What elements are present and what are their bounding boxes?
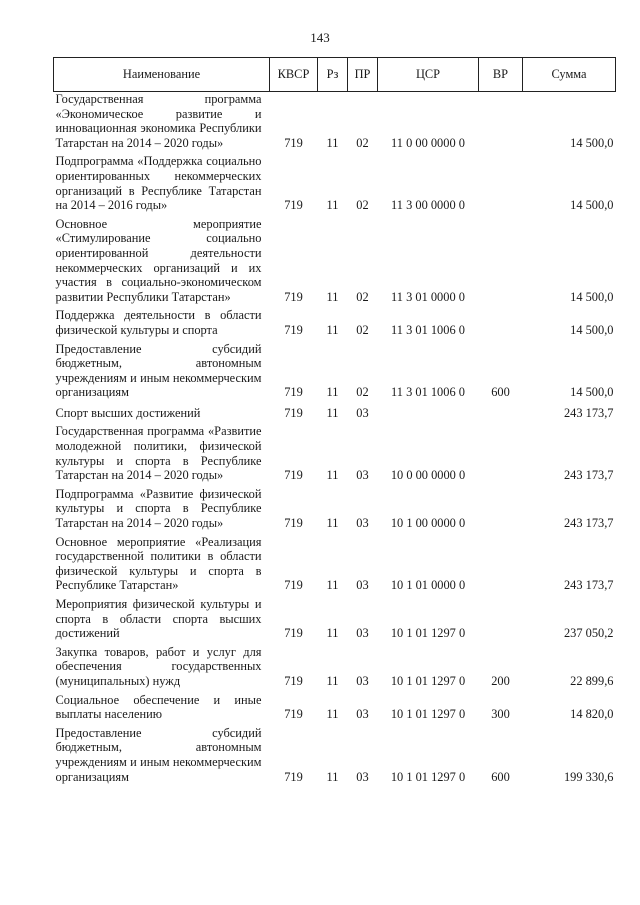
cell-rz: 11 <box>326 289 339 304</box>
cell-csr: 10 1 01 1297 0 <box>390 769 466 784</box>
cell-name: Основное мероприятие «Реализация государственной политики в области физической культуры и спорта в Республике Татарстан» <box>55 534 262 593</box>
cell-pr: 03 <box>356 405 369 420</box>
cell-rz: 11 <box>326 769 339 784</box>
cell-csr: 11 3 01 0000 0 <box>391 289 465 304</box>
cell-rz: 11 <box>326 468 339 483</box>
cell-vr <box>479 154 523 216</box>
cell-rz: 11 <box>326 135 339 150</box>
cell-csr: 10 1 01 1297 0 <box>390 626 466 641</box>
cell-csr: 10 1 01 1297 0 <box>390 673 466 688</box>
cell-name: Социальное обеспечение и иные выплаты населению <box>55 692 262 722</box>
cell-pr: 03 <box>356 707 369 722</box>
cell-name: Государственная программа «Развитие молодежной политики, физической культуры и спорта в Республике Татарстан на 2014 – 2020 годы» <box>55 424 262 483</box>
cell-vr: 300 <box>491 707 510 722</box>
table-row <box>54 154 616 216</box>
cell-name: Подпрограмма «Поддержка социально ориентированных некоммерческих организаций в Республике Татарстан на 2014 – 2016 годы» <box>55 154 262 213</box>
cell-rz: 11 <box>326 626 339 641</box>
cell-kvsr: 719 <box>284 405 303 420</box>
cell-kvsr: 719 <box>284 626 303 641</box>
cell-vr <box>479 597 523 645</box>
cell-name: Подпрограмма «Развитие физической культуры и спорта в Республике Татарстан на 2014 – 2020 годы» <box>55 486 262 531</box>
cell-rz: 11 <box>326 385 339 400</box>
table-row <box>54 308 616 341</box>
table-row <box>54 597 616 645</box>
table-row <box>54 693 616 726</box>
cell-kvsr: 719 <box>284 198 303 213</box>
cell-csr: 10 1 00 0000 0 <box>390 516 466 531</box>
cell-sum: 199 330,6 <box>563 769 614 784</box>
header-rz: Рз <box>318 58 348 92</box>
table-row <box>54 404 616 425</box>
cell-vr <box>479 308 523 341</box>
cell-kvsr: 719 <box>284 289 303 304</box>
cell-csr: 11 0 00 0000 0 <box>391 135 465 150</box>
cell-sum: 243 173,7 <box>563 405 614 420</box>
cell-pr: 03 <box>356 673 369 688</box>
cell-rz: 11 <box>326 707 339 722</box>
cell-name: Закупка товаров, работ и услуг для обеспечения государственных (муниципальных) нужд <box>55 644 262 688</box>
cell-vr <box>479 217 523 309</box>
cell-rz: 11 <box>326 673 339 688</box>
cell-kvsr: 719 <box>284 516 303 531</box>
cell-kvsr: 719 <box>284 673 303 688</box>
table-body <box>54 92 616 789</box>
cell-rz: 11 <box>326 516 339 531</box>
cell-pr: 03 <box>356 626 369 641</box>
cell-kvsr: 719 <box>284 135 303 150</box>
cell-sum: 243 173,7 <box>563 578 614 593</box>
cell-csr: 11 3 00 0000 0 <box>391 198 465 213</box>
cell-name: Основное мероприятие «Стимулирование социально ориентированной деятельности некоммерческих организаций и их участия в социально-экономическом развитии Республики Татарстан» <box>55 216 262 304</box>
table-row <box>54 645 616 693</box>
cell-sum: 237 050,2 <box>563 626 614 641</box>
cell-csr: 10 1 01 1297 0 <box>390 707 466 722</box>
table-row <box>54 92 616 155</box>
cell-csr <box>378 404 479 425</box>
cell-rz: 11 <box>326 198 339 213</box>
cell-rz: 11 <box>326 322 339 337</box>
cell-sum: 22 899,6 <box>570 673 614 688</box>
table-row <box>54 535 616 597</box>
cell-name: Государственная программа «Экономическое развитие и инновационная экономика Республики Татарстан на 2014 – 2020 годы» <box>55 92 262 150</box>
header-name: Наименование <box>54 58 270 92</box>
cell-pr: 03 <box>356 578 369 593</box>
cell-sum: 243 173,7 <box>563 516 614 531</box>
cell-vr: 600 <box>491 769 510 784</box>
cell-pr: 02 <box>356 135 369 150</box>
cell-vr: 600 <box>491 385 510 400</box>
budget-table <box>53 57 616 788</box>
cell-sum: 14 500,0 <box>570 198 614 213</box>
cell-pr: 02 <box>356 322 369 337</box>
cell-pr: 02 <box>356 198 369 213</box>
cell-rz: 11 <box>326 578 339 593</box>
header-csr: ЦСР <box>378 58 479 92</box>
cell-pr: 02 <box>356 385 369 400</box>
cell-name: Предоставление субсидий бюджетным, автономным учреждениям и иным некоммерческим организациям <box>55 341 262 400</box>
cell-pr: 03 <box>356 769 369 784</box>
cell-vr <box>479 404 523 425</box>
cell-name: Предоставление субсидий бюджетным, автономным учреждениям и иным некоммерческим организациям <box>55 725 262 784</box>
cell-kvsr: 719 <box>284 322 303 337</box>
header-sum: Сумма <box>523 58 616 92</box>
table-header-row <box>54 58 616 92</box>
table-row <box>54 424 616 486</box>
cell-pr: 03 <box>356 468 369 483</box>
table-row <box>54 726 616 788</box>
cell-kvsr: 719 <box>284 385 303 400</box>
cell-pr: 03 <box>356 516 369 531</box>
cell-sum: 14 500,0 <box>570 289 614 304</box>
cell-name: Спорт высших достижений <box>55 405 201 420</box>
cell-vr: 200 <box>491 673 510 688</box>
header-kvsr: КВСР <box>270 58 318 92</box>
cell-csr: 10 0 00 0000 0 <box>390 468 466 483</box>
cell-sum: 14 820,0 <box>570 707 614 722</box>
table-row <box>54 487 616 535</box>
table-row <box>54 217 616 309</box>
page-number: 143 <box>310 30 330 45</box>
cell-kvsr: 719 <box>284 468 303 483</box>
cell-rz: 11 <box>326 405 339 420</box>
cell-sum: 243 173,7 <box>563 468 614 483</box>
header-pr: ПР <box>348 58 378 92</box>
cell-pr: 02 <box>356 289 369 304</box>
cell-csr: 11 3 01 1006 0 <box>391 385 465 400</box>
cell-vr <box>479 424 523 486</box>
cell-kvsr: 719 <box>284 707 303 722</box>
cell-name: Мероприятия физической культуры и спорта в области спорта высших достижений <box>55 597 262 641</box>
cell-vr <box>479 535 523 597</box>
cell-sum: 14 500,0 <box>570 322 614 337</box>
header-vr: ВР <box>479 58 523 92</box>
cell-vr <box>479 92 523 155</box>
cell-vr <box>479 487 523 535</box>
cell-csr: 11 3 01 1006 0 <box>391 322 465 337</box>
cell-kvsr: 719 <box>284 578 303 593</box>
cell-sum: 14 500,0 <box>570 135 614 150</box>
table-row <box>54 342 616 404</box>
cell-sum: 14 500,0 <box>570 385 614 400</box>
cell-name: Поддержка деятельности в области физической культуры и спорта <box>55 308 262 337</box>
cell-kvsr: 719 <box>284 769 303 784</box>
cell-csr: 10 1 01 0000 0 <box>390 578 466 593</box>
